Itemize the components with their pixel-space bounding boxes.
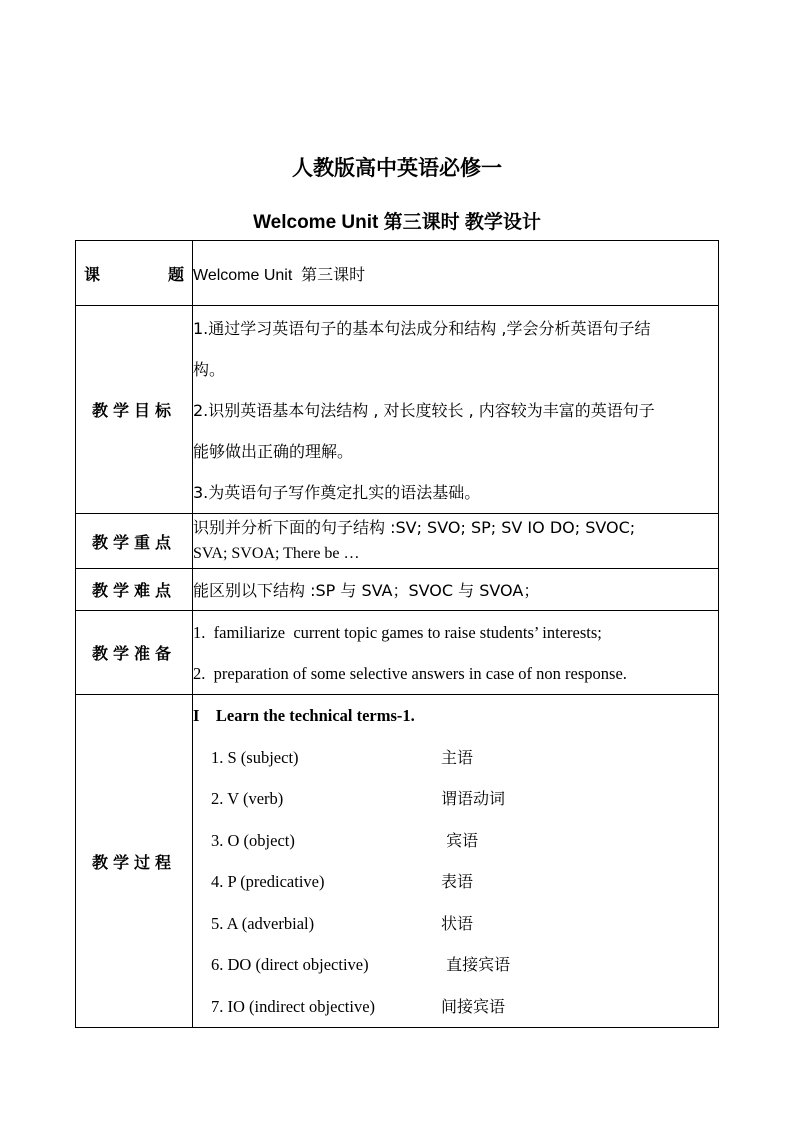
objective-line: 3.为英语句子写作奠定扎实的语法基础。: [193, 483, 481, 502]
key-points-content: [193, 514, 719, 569]
term-chinese: 主语: [441, 747, 474, 767]
objective-line: 能够做出正确的理解。: [193, 442, 354, 461]
document-subtitle: Welcome Unit 第三课时 教学设计: [253, 212, 541, 233]
table-row-preparation: [76, 611, 719, 695]
difficulties-value: 能区别以下结构 :SP 与 SVA；SVOC 与 SVOA；: [193, 569, 719, 611]
row-label-text: 课 题: [84, 264, 184, 284]
table-row-objectives: [76, 306, 719, 514]
term-chinese: 直接宾语: [441, 955, 511, 974]
term-row: [193, 820, 718, 862]
objectives-content: [193, 306, 719, 514]
objective-line: 2.识别英语基本句法结构 , 对长度较长 , 内容较为丰富的英语句子: [193, 401, 655, 420]
key-points-line: 识别并分析下面的句子结构 :SV; SVO; SP; SV IO DO; SVOC;: [193, 518, 636, 537]
row-label-difficulties: 教学难点: [76, 569, 193, 611]
row-label-key-points: 教学重点: [76, 514, 193, 569]
term-row: [193, 861, 718, 903]
term-chinese: 间接宾语: [441, 996, 506, 1016]
term-chinese: 谓语动词: [441, 789, 506, 808]
table-row-process: [76, 695, 719, 1028]
topic-value: Welcome Unit 第三课时: [193, 241, 719, 306]
preparation-item: 2. preparation of some selective answers in case of non response.: [193, 663, 627, 683]
preparation-content: [193, 611, 719, 695]
term-english: 5. A (adverbial): [211, 913, 315, 933]
term-row: [193, 986, 718, 1028]
key-points-line: SVA; SVOA; There be …: [193, 545, 360, 562]
term-english: 7. IO (indirect objective): [211, 996, 376, 1016]
lesson-plan-table: [75, 240, 719, 1028]
table-row-topic: [76, 241, 719, 306]
term-chinese: 状语: [441, 913, 474, 933]
preparation-item: 1. familiarize current topic games to raise students’ interests;: [193, 622, 602, 642]
document-title: 人教版高中英语必修一: [292, 155, 502, 180]
row-label-preparation: 教学准备: [76, 611, 193, 695]
process-content: [193, 695, 719, 1028]
table-row-difficulties: [76, 569, 719, 611]
row-label-process: 教学过程: [76, 695, 193, 1028]
row-label-topic: [76, 241, 193, 306]
table-row-key-points: [76, 514, 719, 569]
term-english: 1. S (subject): [211, 747, 299, 767]
objective-line: 1.通过学习英语句子的基本句法成分和结构 ,学会分析英语句子结: [193, 319, 651, 338]
term-english: 6. DO (direct objective): [211, 955, 369, 974]
term-row: [193, 903, 718, 945]
objective-line: 构。: [193, 360, 226, 379]
term-chinese: 宾语: [441, 830, 479, 850]
term-english: 3. O (object): [211, 830, 295, 850]
term-row: [193, 944, 718, 986]
term-english: 4. P (predicative): [211, 872, 325, 891]
term-english: 2. V (verb): [211, 789, 284, 808]
term-row: [193, 737, 718, 779]
term-row: [193, 778, 718, 820]
term-chinese: 表语: [441, 872, 474, 891]
row-label-objectives: 教学目标: [76, 306, 193, 514]
process-heading: I Learn the technical terms-1.: [193, 706, 415, 725]
